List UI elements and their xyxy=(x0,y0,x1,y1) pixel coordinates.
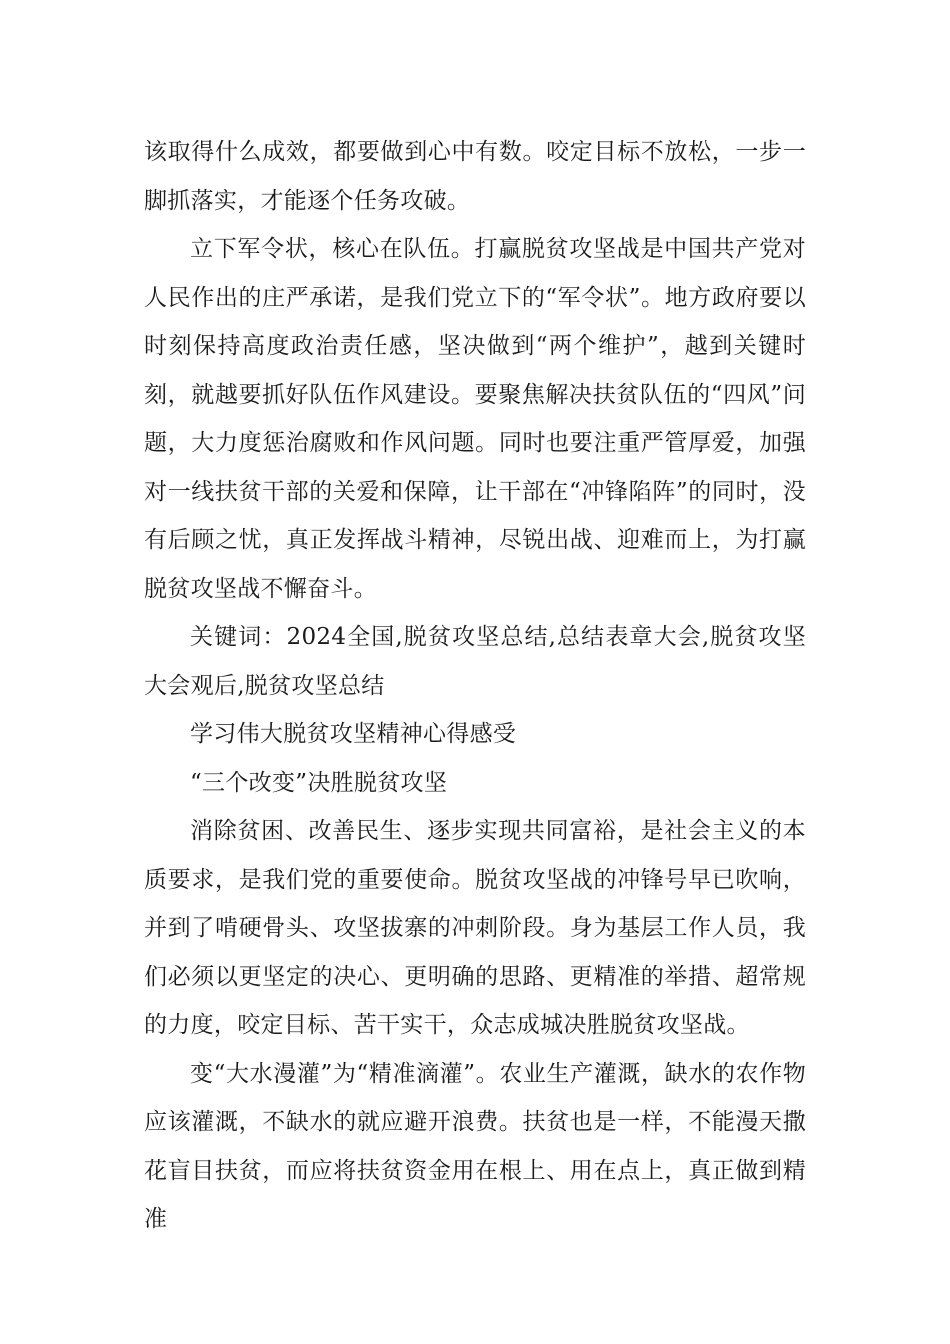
document-page xyxy=(144,128,806,1244)
article-subtitle: “三个改变”决胜脱贫攻坚 xyxy=(190,769,448,796)
section-title: 学习伟大脱贫攻坚精神心得感受 xyxy=(190,721,517,747)
paragraph-military-order: 立下军令状，核心在队伍。打赢脱贫攻坚战是中国共产党对人民作出的庄严承诺，是我们党立下的“军令状”。地方政府要以时刻保持高度政治责任感，坚决做到“两个维护”，越到关键时刻，就越要抓好队伍作风建设。要聚焦解决扶贫队伍的“四风”问题，大力度惩治腐败和作风问题。同时也要注重严管厚爱，加强对一线扶贫干部的关爱和保障，让干部在“冲锋陷阵”的同时，没有后顾之忧，真正发挥战斗精神，尽锐出战、迎难而上，为打赢脱贫攻坚战不懈奋斗。 xyxy=(144,236,806,602)
paragraph-continuation: 该取得什么成效，都要做到心中有数。咬定目标不放松，一步一脚抓落实，才能逐个任务攻破。 xyxy=(144,139,806,214)
paragraph-intro: 消除贫困、改善民生、逐步实现共同富裕，是社会主义的本质要求，是我们党的重要使命。脱贫攻坚战的冲锋号早已吹响，并到了啃硬骨头、攻坚拔寨的冲刺阶段。身为基层工作人员，我们必须以更坚定的决心、更明确的思路、更精准的举措、超常规的力度，咬定目标、苦干实干，众志成城决胜脱贫攻坚战。 xyxy=(144,818,806,1038)
paragraph-precise-irrigation: 变“大水漫灌”为“精准滴灌”。农业生产灌溉，缺水的农作物应该灌溉，不缺水的就应避开浪费。扶贫也是一样，不能漫天撒花盲目扶贫，而应将扶贫资金用在根上、用在点上，真正做到精准 xyxy=(144,1060,806,1232)
paragraph-keywords: 关键词：2024全国,脱贫攻坚总结,总结表章大会,脱贫攻坚大会观后,脱贫攻坚总结 xyxy=(144,624,806,699)
